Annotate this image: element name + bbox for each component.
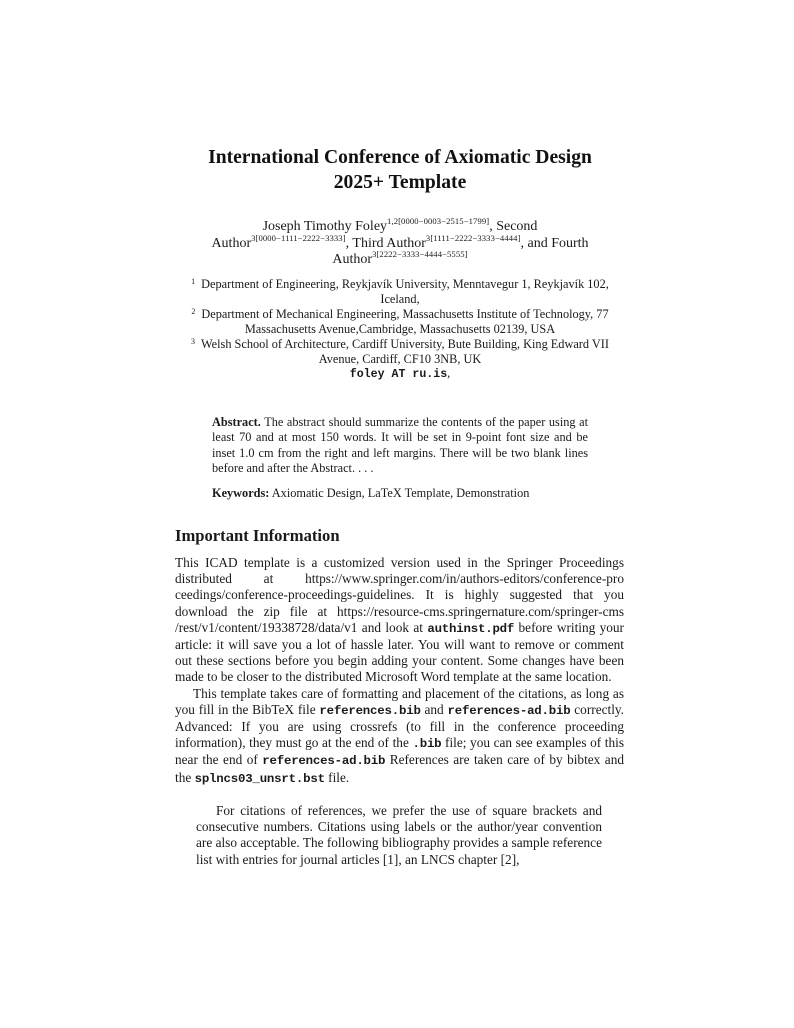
author-orcid: 3[2222−3333−4444−5555] <box>372 249 468 259</box>
author-line-3: Author$^{3[2222-3333-4444-5555]}$ <box>332 249 468 267</box>
author-orcid: 3[1111−2222−3333−4444] <box>425 232 521 243</box>
paragraph-1: This ICAD template is a customized version used in the Springer Proceedings distributed at https://www.springer.com/in/authors-editors/conference-pro ceedings/conference-proceedings-guidelines. It is highly suggested that you download the zip file at https://resource-cms.springernature.com/springer-cms /rest/v1/content/19338728/data/v1 and look at authinst.pdf before writing your article: it will save you a lot of hassle later. You will want to remove or comment out these sections before you begin adding your content. Some changes have been made to be closer to the distributed Microsoft Word template at the same location. <box>175 555 624 685</box>
author-line-1: Joseph Timothy Foley$^{1,2[0000-0003-2515-1799]}$, Second <box>262 216 538 234</box>
body-text <box>175 555 624 787</box>
code-filename: references.bib <box>319 703 421 718</box>
code-filename: references-ad.bib <box>262 754 386 769</box>
author-list <box>170 216 630 269</box>
abstract-label: Abstract. <box>212 415 261 429</box>
section-heading: Important Information <box>175 526 340 545</box>
affiliation-1: $^1$ Department of Engineering, Reykjavík University, Menntavegur 1, Reykjavík 102, Iceland, <box>191 277 609 306</box>
abstract-text: The abstract should summarize the contents of the paper using at least 70 and at most 150 words. It will be set in 9-point font size and be inset 1.0 cm from the right and left margins. There will be two blank lines before and after the Abstract. . . . <box>212 415 588 476</box>
affiliations <box>172 277 628 383</box>
affiliation-2: $^2$ Department of Mechanical Engineering, Massachusetts Institute of Technology, 77 Massachusetts Avenue,Cambridge, Massachusetts 02139, USA <box>191 306 609 336</box>
code-filename: authinst.pdf <box>427 621 515 636</box>
title-line-1: International Conference of Axiomatic Design <box>208 147 592 168</box>
contact-email: foley AT ru.is, <box>349 366 451 382</box>
author-orcid: 1,2[0000−0003−2515−1799] <box>387 216 490 226</box>
keywords <box>212 486 588 501</box>
citations-paragraph <box>196 803 602 868</box>
author-orcid: 3[0000−1111−2222−3333] <box>251 232 346 243</box>
affiliation-3: $^3$ Welsh School of Architecture, Cardiff University, Bute Building, King Edward VII Avenue, Cardiff, CF10 3NB, UK <box>191 336 609 366</box>
keywords-label: Keywords: <box>212 486 270 500</box>
author-line-2: Author$^{3[0000-1111-2222-3333]}$, Third Author$^{3[1111-2222-3333-4444]}$, and Fourth <box>211 232 589 251</box>
abstract <box>212 415 588 477</box>
paragraph-3: For citations of references, we prefer the use of square brackets and consecutive numbers. Citations using labels or the author/year convention are also acceptable. The following bibliography provides a sample reference list with entries for journal articles [1], an LNCS chapter [2], <box>196 803 602 867</box>
paper-title <box>150 145 650 195</box>
code-filename: splncs03_unsrt.bst <box>194 771 325 786</box>
paragraph-2: This template takes care of formatting and placement of the citations, as long as you fill in the BibTeX file references.bib and references-ad.bib correctly. Advanced: If you are using crossrefs (to fill in the conference proceeding information), they must go at the end of the .bib file; you can see examples of this near the end of references-ad.bib References are taken care of by bibtex and the splncs03_unsrt.bst file. <box>175 685 625 786</box>
title-line-2: 2025+ Template <box>333 172 467 193</box>
code-filename: .bib <box>412 737 442 752</box>
keywords-text: Axiomatic Design, LaTeX Template, Demonstration <box>271 486 530 500</box>
code-filename: references-ad.bib <box>447 703 571 718</box>
